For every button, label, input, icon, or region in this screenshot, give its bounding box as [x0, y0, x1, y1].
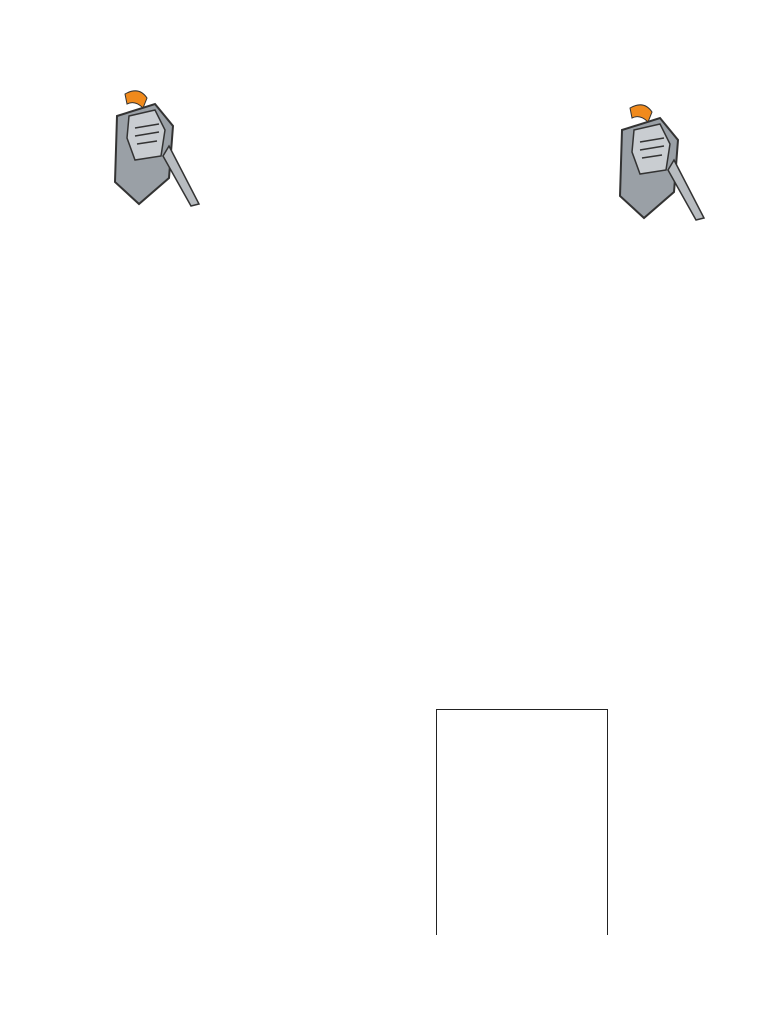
address-box: [436, 709, 608, 935]
lancers-logo-right: [600, 100, 708, 225]
lancers-logo-left: [95, 86, 203, 211]
